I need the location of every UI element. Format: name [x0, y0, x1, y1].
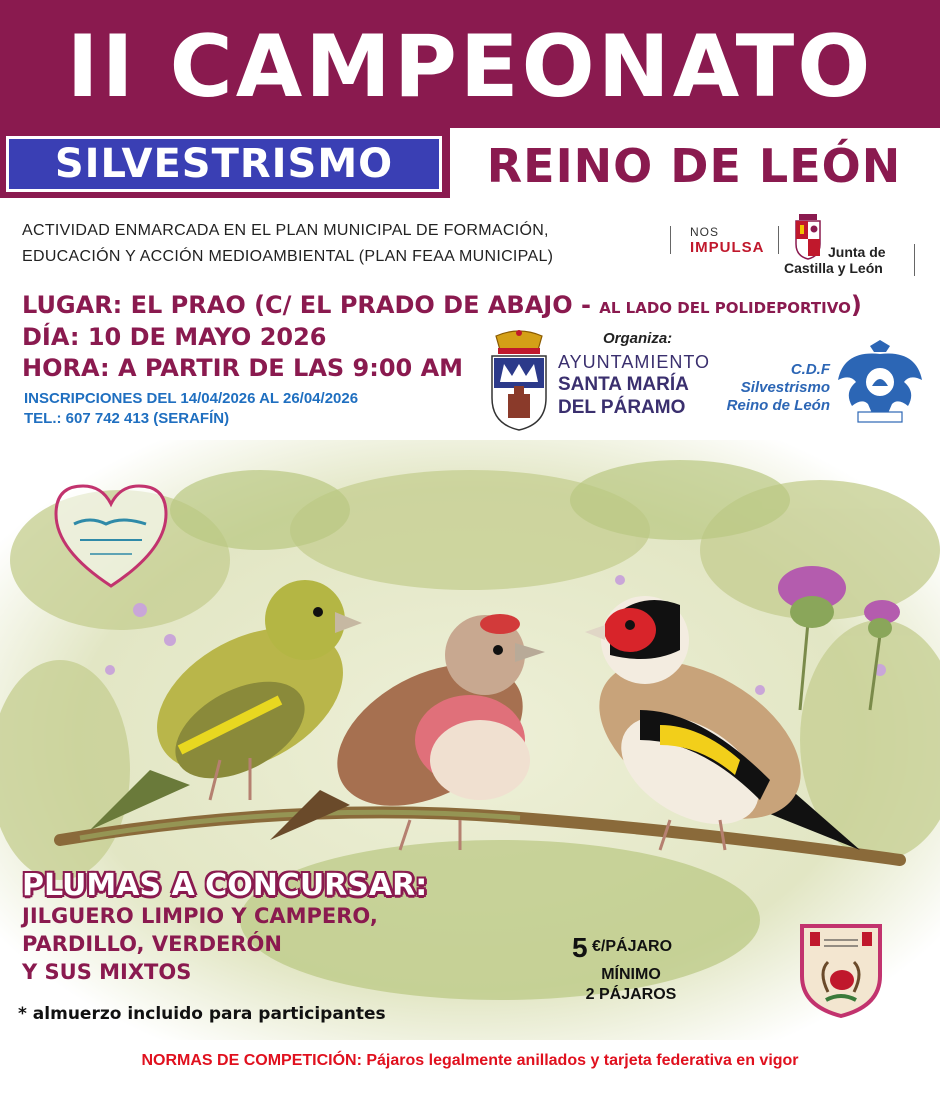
lugar-end: ) — [850, 291, 862, 319]
nos-impulsa-small: NOS — [690, 225, 720, 239]
plumas-line: Y SUS MIXTOS — [22, 960, 192, 984]
intro-text — [22, 218, 642, 270]
subtitle-silvestrismo: SILVESTRISMO — [54, 141, 394, 187]
santa-maria-heart-logo — [50, 480, 172, 590]
subtitle-reino: REINO DE LEÓN — [486, 139, 902, 193]
junta-label: Castilla y León — [784, 260, 883, 276]
intro-line: ACTIVIDAD ENMARCADA EN EL PLAN MUNICIPAL DE FORMACIÓN, — [22, 222, 549, 239]
dia-text: DÍA: 10 DE MAYO 2026 — [22, 323, 327, 351]
divider — [914, 244, 915, 276]
plumas-title: PLUMAS A CONCURSAR: — [22, 868, 428, 903]
normas-text: NORMAS DE COMPETICIÓN: Pájaros legalmente anillados y tarjeta federativa en vigor — [141, 1052, 799, 1069]
junta-shield-icon — [793, 214, 823, 260]
inscripciones-text: INSCRIPCIONES DEL 14/04/2026 AL 26/04/2026 — [24, 390, 359, 407]
organiza-label: Organiza: — [603, 330, 673, 347]
telefono-text: TEL.: 607 742 413 (SERAFÍN) — [24, 410, 230, 427]
lugar-text — [22, 291, 862, 319]
coat-of-arms-icon — [486, 328, 552, 432]
plumas-line: JILGUERO LIMPIO Y CAMPERO, — [22, 904, 378, 928]
federation-shield-icon — [798, 922, 884, 1018]
almuerzo-note: * almuerzo incluido para participantes — [18, 1004, 386, 1024]
minimum-value: 2 PÁJAROS — [585, 986, 677, 1003]
cdf-label: Reino de León — [726, 397, 830, 414]
minimum-label: MÍNIMO — [601, 966, 661, 983]
hora-text: HORA: A PARTIR DE LAS 9:00 AM — [22, 354, 464, 382]
divider — [670, 226, 671, 254]
eagle-logo-icon — [834, 340, 926, 424]
ayuntamiento-label: AYUNTAMIENTO — [558, 352, 711, 372]
plumas-line: PARDILLO, VERDERÓN — [22, 932, 282, 956]
intro-line: EDUCACIÓN Y ACCIÓN MEDIOAMBIENTAL (PLAN FEAA MUNICIPAL) — [22, 248, 554, 265]
cdf-label: Silvestrismo — [740, 379, 830, 396]
price-amount: 5 — [572, 932, 588, 963]
cdf-label: C.D.F — [790, 361, 830, 378]
lugar-main: LUGAR: EL PRAO (C/ EL PRADO DE ABAJO - — [22, 291, 600, 319]
ayuntamiento-name: DEL PÁRAMO — [558, 397, 686, 418]
lugar-detail: AL LADO DEL POLIDEPORTIVO — [599, 299, 851, 317]
divider — [778, 226, 779, 254]
junta-label: Junta de — [828, 244, 886, 260]
nos-impulsa-logo: IMPULSA — [690, 239, 765, 256]
ayuntamiento-name: SANTA MARÍA — [558, 374, 689, 395]
price-unit: €/PÁJARO — [592, 938, 673, 955]
page-title: II CAMPEONATO — [66, 17, 874, 117]
